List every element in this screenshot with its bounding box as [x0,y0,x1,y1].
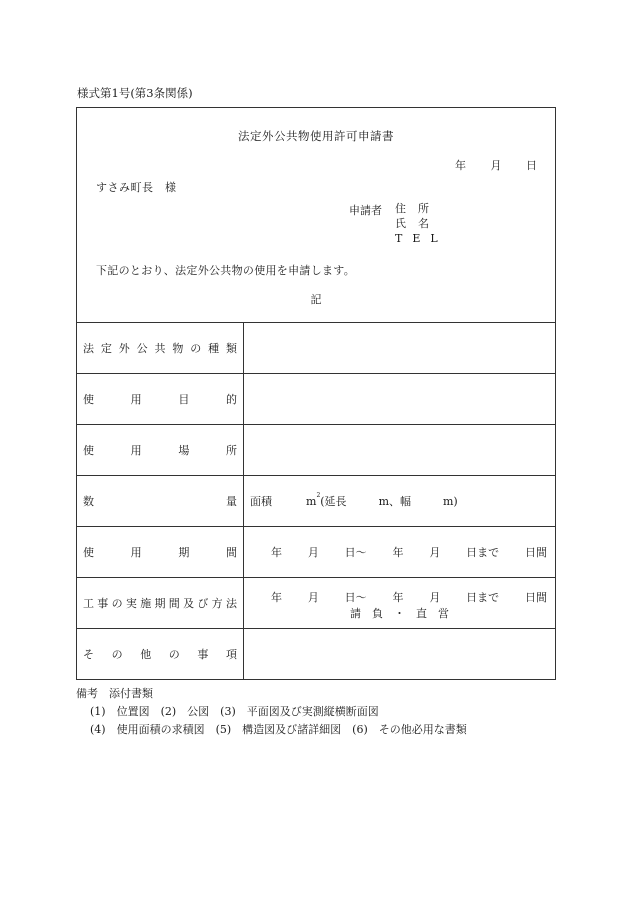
label-char: 間 [225,546,237,559]
row-label-chars [83,340,237,356]
period-month-to: 月 [429,546,441,559]
construction-days: 日間 [524,591,547,604]
period-line [271,544,547,560]
label-char: 公 [136,342,148,355]
label-char: 用 [130,546,142,559]
label-char: 他 [140,648,152,661]
date-month: 月 [490,159,502,172]
label-char: 事 [97,597,109,610]
label-char: 実 [125,597,137,610]
row-label-type [77,323,244,374]
label-char: 定 [100,342,112,355]
table-row [77,323,555,374]
applicant-label: 申請者 [349,204,382,217]
applicant-fields [395,202,448,247]
area-end: m) [443,495,458,508]
construction-month-from: 月 [307,591,319,604]
addressee: すさみ町長 様 [96,181,177,194]
construction-period-line [271,589,547,605]
period-month-from: 月 [307,546,319,559]
application-form [76,107,556,680]
label-char: の [168,648,180,661]
table-row [77,476,555,527]
label-char: の [190,342,202,355]
row-label-chars [83,595,237,611]
form-title: 法定外公共物使用許可申請書 [238,129,394,143]
table-row [77,578,555,629]
remarks-line-2: (4) 使用面積の求積図 (5) 構造図及び諸詳細図 (6) その他必用な書類 [90,723,467,736]
label-char: 的 [225,393,237,406]
period-day-to: 日まで [466,546,500,559]
remarks [76,685,467,739]
period-days: 日間 [524,546,547,559]
row-label-quantity [77,476,244,527]
type-value[interactable] [244,323,556,374]
row-label-location [77,425,244,476]
label-char: 場 [178,444,190,457]
label-char: 目 [178,393,190,406]
location-value[interactable] [244,425,556,476]
construction-value[interactable] [244,578,556,629]
table-row [77,629,555,680]
area-line [250,493,458,509]
details-table [77,322,555,679]
table-row [77,527,555,578]
label-char: 種 [208,342,220,355]
label-char: 量 [226,495,237,508]
construction-day-from: 日〜 [344,591,367,604]
label-char: 期 [154,597,166,610]
purpose-value[interactable] [244,374,556,425]
label-char: 共 [154,342,166,355]
row-label-other [77,629,244,680]
label-char: 施 [140,597,152,610]
period-year-to: 年 [392,546,404,559]
label-char: 工 [83,597,94,610]
date-year: 年 [455,159,466,172]
row-label-chars [83,442,237,458]
label-char: 用 [130,393,142,406]
label-char: 項 [225,648,237,661]
label-char: び [197,597,209,610]
remarks-line-1: (1) 位置図 (2) 公図 (3) 平面図及び実測縦横断面図 [90,705,379,718]
label-char: 使 [83,444,94,457]
label-char: 用 [130,444,142,457]
construction-method: 請負・直営 [350,607,460,620]
label-char: 法 [83,342,94,355]
label-char: 所 [225,444,237,457]
area-sqm-sup: 2 [316,492,321,499]
label-char: の [111,597,123,610]
date-line [455,157,537,173]
applicant-address-label: 住所 [395,202,441,215]
area-label: 面積 [250,495,272,508]
label-char: 類 [226,342,237,355]
construction-year-to: 年 [392,591,404,604]
statement: 下記のとおり、法定外公共物の使用を申請します。 [96,264,356,277]
label-char: 法 [225,597,237,610]
quantity-value[interactable] [244,476,556,527]
applicant-name-label: 氏名 [395,217,441,230]
ki-heading: 記 [310,293,322,306]
period-year-from: 年 [271,546,282,559]
area-sqm-unit: m [306,495,317,508]
row-label-purpose [77,374,244,425]
label-char: 方 [211,597,223,610]
row-label-chars [83,544,237,560]
construction-year-from: 年 [271,591,282,604]
label-char: そ [83,648,94,661]
label-char: 期 [178,546,190,559]
label-char: 外 [118,342,130,355]
other-value[interactable] [244,629,556,680]
period-value[interactable] [244,527,556,578]
date-day: 日 [526,159,537,172]
row-label-chars [83,493,237,509]
row-label-period [77,527,244,578]
label-char: 数 [83,495,94,508]
period-day-from: 日〜 [344,546,367,559]
label-char: 間 [168,597,180,610]
area-extension: (延長 [320,495,347,508]
label-char: 及 [183,597,195,610]
label-char: 使 [83,546,94,559]
row-label-construction [77,578,244,629]
construction-day-to: 日まで [466,591,500,604]
remarks-heading: 備考 添付書類 [76,687,153,700]
form-id: 様式第1号(第3条関係) [77,86,193,100]
row-label-chars [83,391,237,407]
table-row [77,425,555,476]
table-row [77,374,555,425]
label-char: 事 [197,648,209,661]
applicant-tel-label: TEL [395,232,448,245]
label-char: 物 [172,342,184,355]
label-char: 使 [83,393,94,406]
row-label-chars [83,646,237,662]
label-char: の [111,648,123,661]
construction-month-to: 月 [429,591,441,604]
area-width: m、幅 [378,495,411,508]
